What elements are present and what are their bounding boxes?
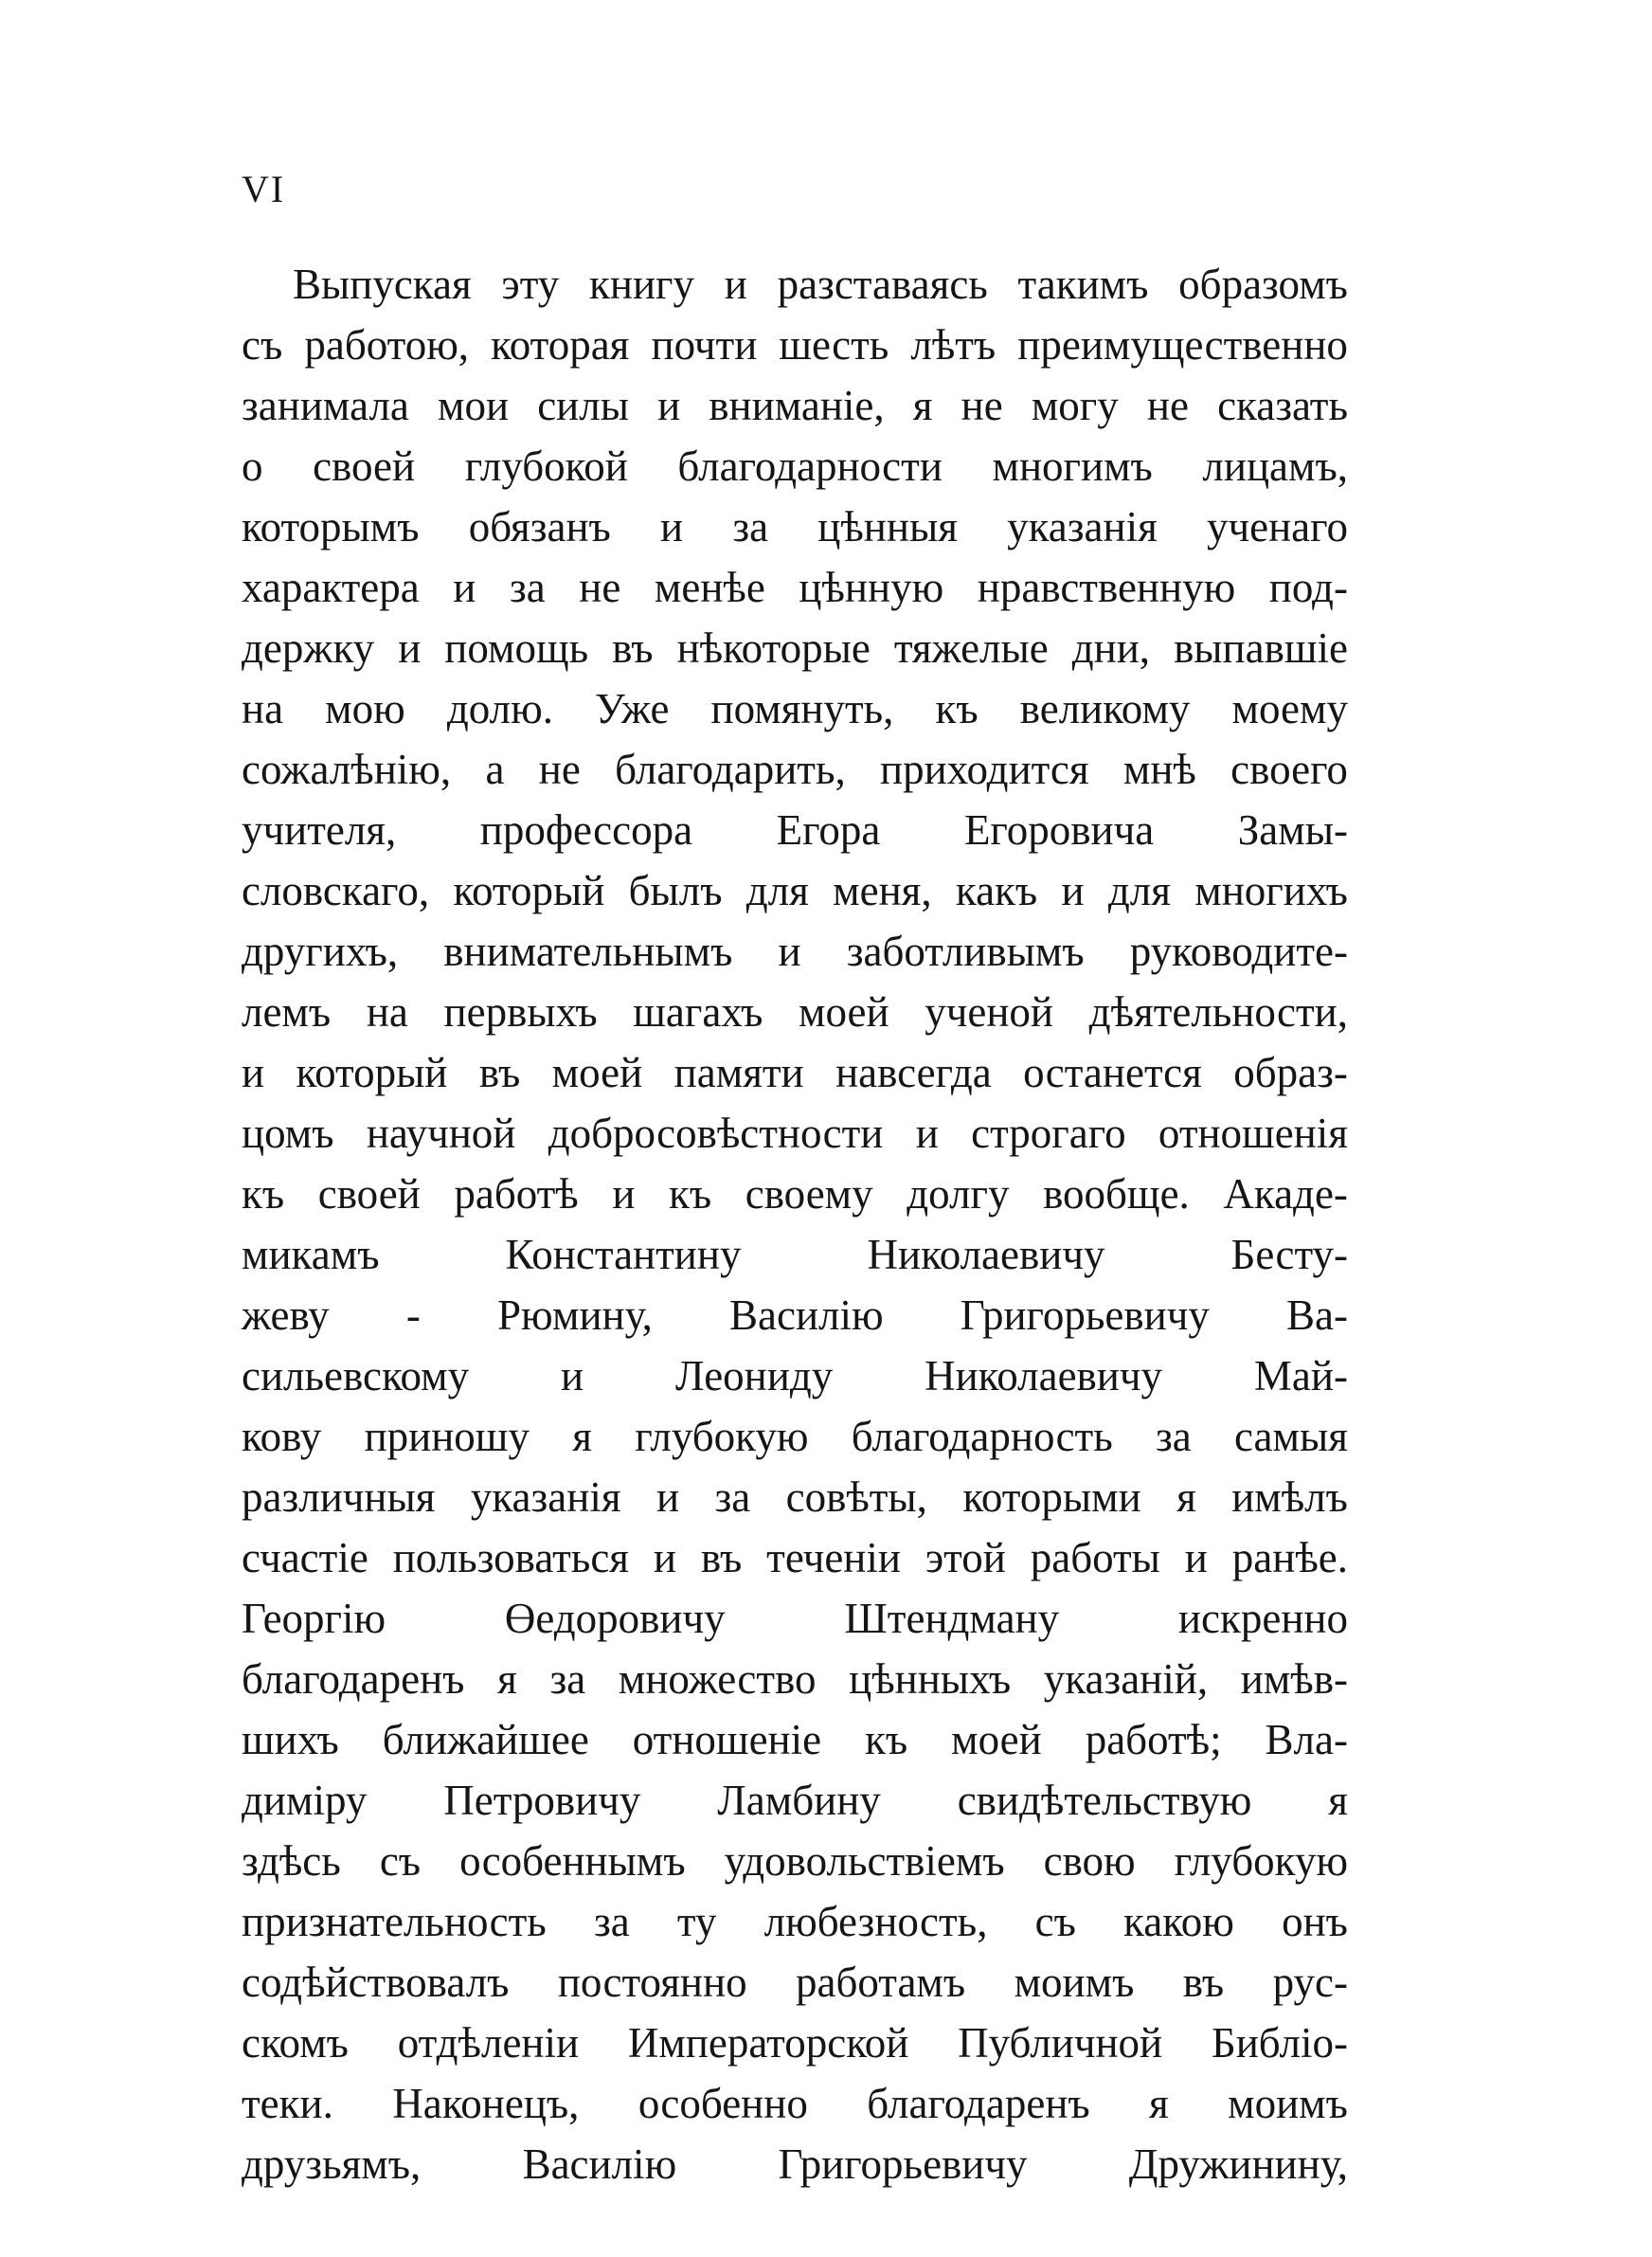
text-line — [242, 800, 1348, 860]
word: рус- — [1272, 1959, 1348, 2006]
word: могу — [1031, 382, 1119, 429]
word: и — [915, 1110, 939, 1157]
word: которымъ — [242, 503, 420, 551]
word: многихъ — [1194, 867, 1348, 914]
word: постоянно — [557, 1959, 747, 2006]
word: и — [778, 928, 801, 975]
word: за — [732, 503, 769, 551]
word: приходится — [880, 746, 1089, 793]
word: Өедоровичу — [504, 1595, 726, 1642]
text-line — [242, 739, 1348, 800]
word: мнѣ — [1122, 746, 1196, 793]
word: научной — [366, 1110, 516, 1157]
word: счастіе — [242, 1534, 368, 1581]
word: я — [1149, 2080, 1169, 2127]
word: и — [453, 564, 476, 611]
word: на — [242, 685, 284, 732]
word: который — [453, 867, 605, 914]
word: менѣе — [654, 564, 765, 611]
word: онъ — [1282, 1898, 1348, 1945]
word: и — [1184, 1534, 1208, 1581]
word: Наконецъ, — [392, 2080, 580, 2127]
word: благодарить, — [615, 746, 846, 793]
word: моимъ — [1228, 2080, 1348, 2127]
word: своей — [313, 442, 416, 490]
word: къ — [669, 1170, 712, 1218]
word: Ламбину — [717, 1777, 881, 1824]
word: скомъ — [242, 2019, 349, 2067]
word: указанія — [470, 1473, 621, 1521]
word: обязанъ — [468, 503, 611, 551]
word: своему — [745, 1170, 873, 1218]
word: учителя, — [242, 806, 397, 854]
word: преимущественно — [1017, 321, 1348, 369]
word: къ — [242, 1170, 285, 1218]
word: какою — [1123, 1898, 1234, 1945]
word: моей — [799, 988, 889, 1036]
word: глубокую — [1174, 1837, 1348, 1885]
word: пользоваться — [392, 1534, 629, 1581]
word: работѣ; — [1085, 1716, 1222, 1763]
word: мои — [438, 382, 510, 429]
word: отдѣленіи — [397, 2019, 580, 2067]
word: Василію — [729, 1291, 884, 1339]
word: и — [655, 1473, 680, 1521]
text-line — [242, 1952, 1348, 2013]
word: лемъ — [242, 988, 332, 1036]
word: Библіо- — [1211, 2019, 1348, 2067]
word: и — [724, 261, 747, 308]
word: Григорьевичу — [778, 2140, 1028, 2188]
word: профессора — [479, 806, 693, 854]
word: и — [561, 1352, 584, 1399]
word: цѣнныя — [817, 503, 958, 551]
word: здѣсь — [242, 1837, 341, 1885]
word: занимала — [242, 382, 409, 429]
word: лицамъ, — [1202, 442, 1348, 490]
word: силы — [537, 382, 629, 429]
word: вообще. — [1043, 1170, 1190, 1218]
word: заботливымъ — [846, 928, 1085, 975]
word: эту — [501, 261, 560, 308]
word: самыя — [1234, 1413, 1348, 1460]
word: за — [549, 1655, 586, 1703]
word: я — [912, 382, 933, 429]
word: лѣтъ — [910, 321, 997, 369]
word: имѣв- — [1240, 1655, 1348, 1703]
word: Рюмину, — [496, 1291, 653, 1339]
word: и — [612, 1170, 636, 1218]
word: особеннымъ — [459, 1837, 686, 1885]
word: почти — [651, 321, 758, 369]
word: памяти — [673, 1049, 804, 1096]
word: теченіи — [766, 1534, 901, 1581]
word: ранѣе. — [1231, 1534, 1348, 1581]
word: работою, — [304, 321, 470, 369]
word: множество — [618, 1655, 817, 1703]
text-line — [242, 1345, 1348, 1406]
word: долгу — [907, 1170, 1010, 1218]
word: за — [714, 1473, 751, 1521]
text-line — [242, 1042, 1348, 1103]
text-line — [242, 860, 1348, 921]
word: которыми — [962, 1473, 1141, 1521]
word: Акаде- — [1223, 1170, 1348, 1218]
word: сожалѣнію, — [242, 746, 452, 793]
word: моимъ — [1014, 1959, 1135, 2006]
word: Выпуская — [293, 261, 472, 308]
word: ученаго — [1207, 503, 1348, 551]
word: дни, — [1071, 624, 1151, 672]
word: и — [398, 624, 422, 672]
word: не — [538, 746, 581, 793]
word: меня, — [833, 867, 932, 914]
word: свидѣтельствую — [957, 1777, 1252, 1824]
text-line — [242, 1103, 1348, 1164]
word: работы — [1030, 1534, 1160, 1581]
word: цомъ — [242, 1110, 334, 1157]
body-text — [242, 254, 1348, 2194]
word: благодарность — [851, 1413, 1113, 1460]
word: для — [1107, 867, 1171, 914]
word: образомъ — [1178, 261, 1348, 308]
text-line — [242, 315, 1348, 375]
word: Егоровича — [963, 806, 1155, 854]
word: великому — [1019, 685, 1191, 732]
word: дѣятельности, — [1088, 988, 1348, 1036]
word: теки. — [242, 2080, 333, 2127]
word: нѣкоторые — [676, 624, 871, 672]
word: Май- — [1253, 1352, 1348, 1399]
word: удовольствіемъ — [724, 1837, 1005, 1885]
text-line — [242, 1285, 1348, 1345]
word: за — [1156, 1413, 1192, 1460]
word: Замы- — [1237, 806, 1348, 854]
word: въ — [1182, 1959, 1225, 2006]
word: своей — [317, 1170, 421, 1218]
word: своего — [1230, 746, 1348, 793]
word: имѣлъ — [1231, 1473, 1348, 1521]
word: въ — [612, 624, 654, 672]
word: я — [497, 1655, 517, 1703]
word: другихъ, — [242, 928, 399, 975]
word: Уже — [595, 685, 670, 732]
word: характера — [242, 564, 420, 611]
word: добросовѣстности — [548, 1110, 884, 1157]
word: такимъ — [1017, 261, 1149, 308]
word: под- — [1268, 564, 1348, 611]
word: благодаренъ — [242, 1655, 465, 1703]
word: жеву — [242, 1291, 330, 1339]
word: многимъ — [992, 442, 1153, 490]
text-line — [242, 497, 1348, 557]
word: сильевскому — [242, 1352, 470, 1399]
word: Ва- — [1285, 1291, 1348, 1339]
text-line — [242, 1709, 1348, 1770]
word: микамъ — [242, 1231, 380, 1278]
word: Леониду — [674, 1352, 834, 1399]
page-number: VI — [242, 168, 286, 210]
word: и — [657, 382, 681, 429]
word: мою — [325, 685, 405, 732]
word: съ — [379, 1837, 422, 1885]
word: работамъ — [795, 1959, 966, 2006]
word: образ- — [1233, 1049, 1348, 1096]
word: Григорьевичу — [960, 1291, 1210, 1339]
word: книгу — [589, 261, 695, 308]
word: Императорской — [627, 2019, 909, 2067]
word: шесть — [779, 321, 889, 369]
word: совѣты, — [785, 1473, 927, 1521]
word: Публичной — [958, 2019, 1163, 2067]
text-line — [242, 1224, 1348, 1285]
word: строгаго — [971, 1110, 1126, 1157]
word: искренно — [1177, 1595, 1348, 1642]
word: съ — [1034, 1898, 1076, 1945]
word: благодаренъ — [867, 2080, 1090, 2127]
word: ученой — [925, 988, 1054, 1036]
word: моей — [951, 1716, 1042, 1763]
word: первыхъ — [443, 988, 598, 1036]
word: моей — [551, 1049, 643, 1096]
word: который — [296, 1049, 448, 1096]
text-line — [242, 1467, 1348, 1527]
word: глубокую — [635, 1413, 809, 1460]
text-line — [242, 1527, 1348, 1588]
word: содѣйствовалъ — [242, 1959, 510, 2006]
word: въ — [478, 1049, 521, 1096]
word: которая — [491, 321, 630, 369]
text-line — [242, 1891, 1348, 1952]
text-line — [242, 921, 1348, 982]
word: на — [366, 988, 408, 1036]
word: диміру — [242, 1777, 368, 1824]
word: особенно — [637, 2080, 808, 2127]
text-line — [242, 1588, 1348, 1649]
word: указаній, — [1043, 1655, 1209, 1703]
text-line — [242, 2013, 1348, 2073]
word: и — [1061, 867, 1085, 914]
word: признательность — [242, 1898, 547, 1945]
word: за — [509, 564, 546, 611]
text-line — [242, 2134, 1348, 2194]
word: и — [660, 503, 684, 551]
text-line — [242, 436, 1348, 497]
word: работѣ — [454, 1170, 579, 1218]
word: Дружинину, — [1128, 2140, 1348, 2188]
word: приношу — [364, 1413, 530, 1460]
word: я — [1176, 1473, 1196, 1521]
word: шихъ — [242, 1716, 339, 1763]
word: Георгію — [242, 1595, 386, 1642]
word: Егора — [776, 806, 881, 854]
word: сказать — [1217, 382, 1348, 429]
word: благодарности — [677, 442, 943, 490]
text-line — [242, 1831, 1348, 1891]
word: ту — [676, 1898, 717, 1945]
text-line — [242, 1406, 1348, 1467]
word: и — [242, 1049, 265, 1096]
word: указанія — [1007, 503, 1158, 551]
word: Василію — [522, 2140, 677, 2188]
word: Петровичу — [443, 1777, 641, 1824]
word: нравственную — [977, 564, 1236, 611]
word: любезность, — [763, 1898, 988, 1945]
word: навсегда — [835, 1049, 992, 1096]
text-line — [242, 2073, 1348, 2134]
word: различныя — [242, 1473, 436, 1521]
word: цѣнную — [799, 564, 944, 611]
word: цѣнныхъ — [849, 1655, 1012, 1703]
word: руководите- — [1129, 928, 1348, 975]
word: за — [593, 1898, 630, 1945]
word: останется — [1023, 1049, 1202, 1096]
text-line — [242, 254, 1348, 315]
word: не — [1146, 382, 1189, 429]
word: для — [745, 867, 809, 914]
word: - — [405, 1291, 421, 1339]
word: не — [961, 382, 1003, 429]
word: отношеніе — [632, 1716, 822, 1763]
word: а — [485, 746, 505, 793]
word: къ — [935, 685, 979, 732]
text-line — [242, 982, 1348, 1042]
word: тяжелые — [893, 624, 1049, 672]
word: Николаевичу — [867, 1231, 1105, 1278]
word: былъ — [628, 867, 723, 914]
word: долю. — [446, 685, 553, 732]
text-line — [242, 1164, 1348, 1224]
word: свою — [1043, 1837, 1136, 1885]
word: шагахъ — [633, 988, 763, 1036]
text-line — [242, 375, 1348, 436]
word: Штендману — [844, 1595, 1060, 1642]
word: кову — [242, 1413, 322, 1460]
word: о — [242, 442, 263, 490]
word: я — [1328, 1777, 1348, 1824]
word: разставаясь — [777, 261, 988, 308]
word: выпавшіе — [1174, 624, 1348, 672]
word: ближайшее — [382, 1716, 589, 1763]
word: въ — [700, 1534, 743, 1581]
word: не — [579, 564, 621, 611]
word: Бесту- — [1230, 1231, 1348, 1278]
word: этой — [925, 1534, 1006, 1581]
word: Николаевичу — [925, 1352, 1163, 1399]
word: вниманіе, — [709, 382, 885, 429]
word: Вла- — [1265, 1716, 1348, 1763]
word: глубокой — [464, 442, 628, 490]
word: держку — [242, 624, 375, 672]
word: словскаго, — [242, 867, 430, 914]
text-line — [242, 678, 1348, 739]
text-line — [242, 618, 1348, 678]
word: къ — [865, 1716, 908, 1763]
word: друзьямъ, — [242, 2140, 422, 2188]
word: я — [572, 1413, 592, 1460]
word: помянуть, — [710, 685, 894, 732]
word: съ — [242, 321, 283, 369]
word: моему — [1231, 685, 1348, 732]
word: и — [653, 1534, 676, 1581]
word: отношенія — [1158, 1110, 1348, 1157]
word: какъ — [955, 867, 1038, 914]
text-line — [242, 1770, 1348, 1831]
word: Константину — [505, 1231, 742, 1278]
word: внимательнымъ — [443, 928, 733, 975]
text-line — [242, 557, 1348, 618]
text-line — [242, 1649, 1348, 1709]
word: помощь — [444, 624, 589, 672]
